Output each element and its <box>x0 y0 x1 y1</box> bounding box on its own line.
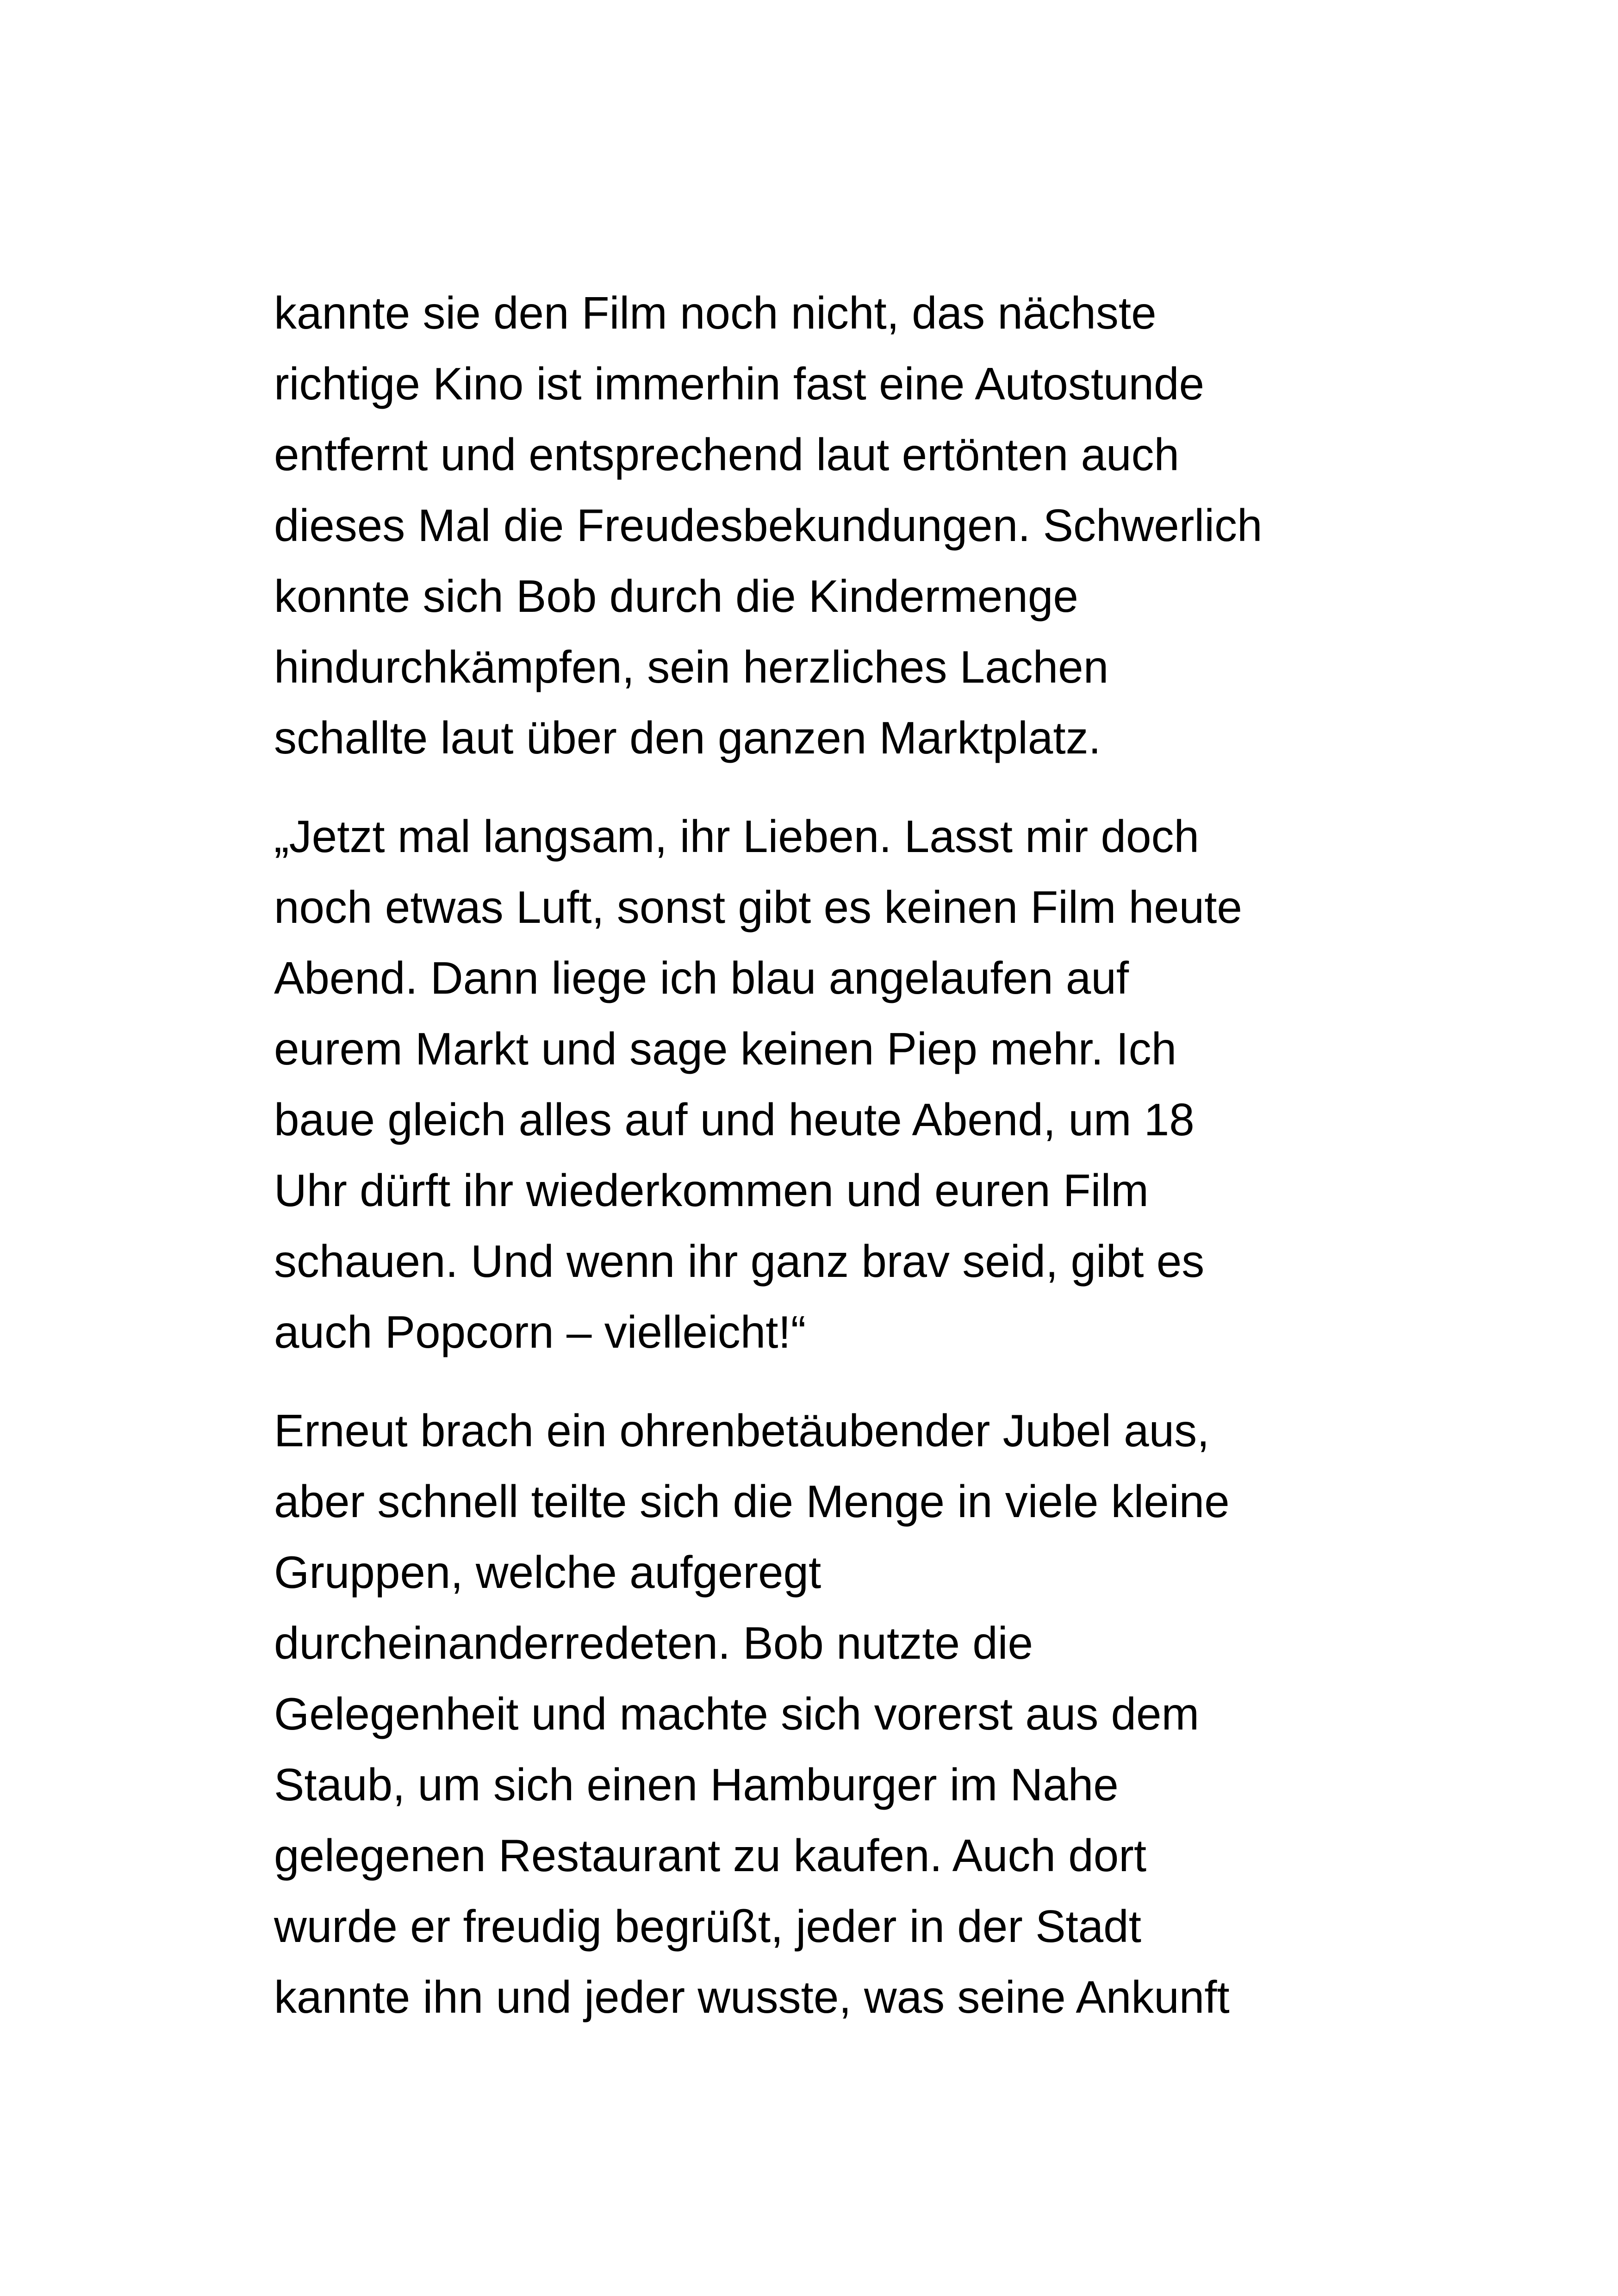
text-line: durcheinanderredeten. Bob nutzte die <box>274 1618 1033 1668</box>
text-line: konnte sich Bob durch die Kindermenge <box>274 571 1078 622</box>
text-line: noch etwas Luft, sonst gibt es keinen Film heute <box>274 882 1242 933</box>
text-line: auch Popcorn – vielleicht!“ <box>274 1307 806 1357</box>
text-line: dieses Mal die Freudesbekundungen. Schwerlich <box>274 500 1263 551</box>
text-line: schauen. Und wenn ihr ganz brav seid, gibt es <box>274 1236 1205 1287</box>
body-text <box>274 278 1394 2060</box>
text-line: kannte sie den Film noch nicht, das nächste <box>274 287 1157 338</box>
text-line: schallte laut über den ganzen Marktplatz. <box>274 712 1101 763</box>
text-line: entfernt und entsprechend laut ertönten auch <box>274 429 1179 480</box>
text-line: Staub, um sich einen Hamburger im Nahe <box>274 1759 1119 1810</box>
text-line: Gelegenheit und machte sich vorerst aus dem <box>274 1688 1200 1739</box>
text-line: hindurchkämpfen, sein herzliches Lachen <box>274 641 1109 692</box>
text-line: Abend. Dann liege ich blau angelaufen auf <box>274 952 1129 1003</box>
text-line: Uhr dürft ihr wiederkommen und euren Film <box>274 1165 1149 1216</box>
paragraph-3 <box>274 1395 1394 2033</box>
text-line: wurde er freudig begrüßt, jeder in der Stadt <box>274 1901 1141 1952</box>
paragraph-2 <box>274 801 1394 1368</box>
text-line: baue gleich alles auf und heute Abend, um 18 <box>274 1094 1195 1145</box>
text-line: aber schnell teilte sich die Menge in viele kleine <box>274 1476 1230 1527</box>
text-line: „Jetzt mal langsam, ihr Lieben. Lasst mir doch <box>274 811 1199 862</box>
text-line: Gruppen, welche aufgeregt <box>274 1547 821 1598</box>
paragraph-1 <box>274 278 1394 773</box>
text-line: kannte ihn und jeder wusste, was seine Ankunft <box>274 1972 1230 2022</box>
text-line: richtige Kino ist immerhin fast eine Autostunde <box>274 358 1205 409</box>
text-line: Erneut brach ein ohrenbetäubender Jubel aus, <box>274 1405 1210 1456</box>
text-line: gelegenen Restaurant zu kaufen. Auch dort <box>274 1830 1147 1881</box>
text-line: eurem Markt und sage keinen Piep mehr. Ich <box>274 1023 1177 1074</box>
